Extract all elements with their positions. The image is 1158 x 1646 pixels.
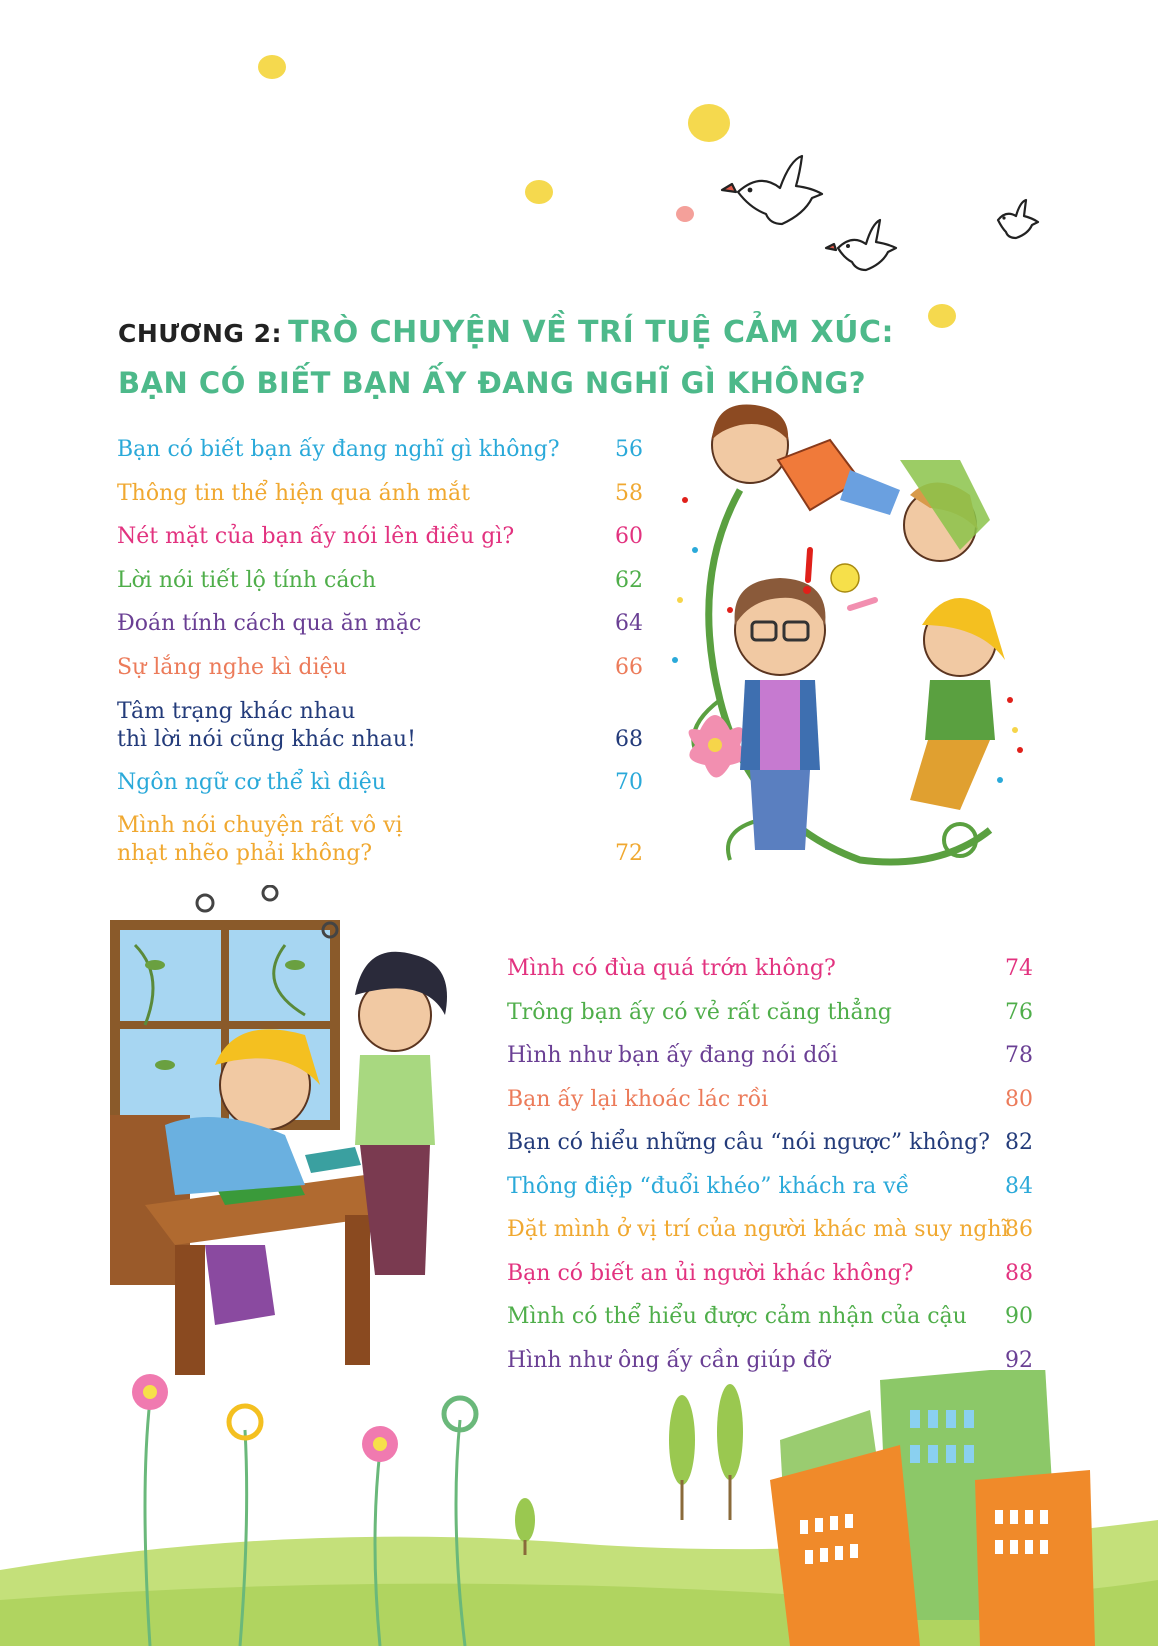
chapter-title [118, 310, 894, 411]
toc-item[interactable] [507, 1042, 1033, 1070]
yellow-dot [525, 180, 553, 204]
yellow-dot [928, 304, 956, 328]
toc-item[interactable] [507, 999, 1033, 1027]
toc-page: 88 [1005, 1261, 1033, 1286]
toc-page: 80 [1005, 1087, 1033, 1112]
chapter-title-line2: BẠN CÓ BIẾT BẠN ẤY ĐANG NGHĨ GÌ KHÔNG? [118, 366, 867, 400]
chapter-title-line1: TRÒ CHUYỆN VỀ TRÍ TUỆ CẢM XÚC: [288, 315, 895, 350]
yellow-dot [258, 55, 286, 79]
toc-label: Đoán tính cách qua ăn mặc [117, 611, 422, 636]
toc-item[interactable] [117, 812, 643, 868]
toc-page: 82 [1005, 1130, 1033, 1155]
toc-page: 76 [1005, 1000, 1033, 1025]
toc-page: 72 [615, 841, 643, 866]
toc-item[interactable] [117, 654, 643, 682]
yellow-dot [688, 104, 730, 142]
toc-item[interactable] [507, 1173, 1033, 1201]
toc-label: Nét mặt của bạn ấy nói lên điều gì? [117, 524, 515, 549]
toc-label: Ngôn ngữ cơ thể kì diệu [117, 770, 386, 795]
toc-page: 90 [1005, 1304, 1033, 1329]
toc-label: Lời nói tiết lộ tính cách [117, 568, 376, 593]
toc-item[interactable] [507, 955, 1033, 983]
toc-page: 66 [615, 655, 643, 680]
toc-item[interactable] [117, 480, 643, 508]
kids-illustration [660, 400, 1060, 900]
chapter-prefix: CHƯƠNG 2: [118, 319, 283, 348]
toc-label: Thông điệp “đuổi khéo” khách ra về [507, 1174, 910, 1199]
toc-item[interactable] [117, 523, 643, 551]
toc-page: 68 [615, 727, 643, 752]
toc-page: 78 [1005, 1043, 1033, 1068]
toc-page: 70 [615, 770, 643, 795]
toc-page: 92 [1005, 1348, 1033, 1373]
pink-dot [676, 206, 694, 222]
toc-item[interactable] [117, 610, 643, 638]
toc-page: 62 [615, 568, 643, 593]
toc-label: Trông bạn ấy có vẻ rất căng thẳng [507, 1000, 892, 1025]
toc-label: Mình nói chuyện rất vô vị nhạt nhẽo phải không? [117, 813, 403, 866]
toc-page: 64 [615, 611, 643, 636]
toc-item[interactable] [507, 1303, 1033, 1331]
birds-illustration [720, 150, 1040, 280]
toc-item[interactable] [117, 436, 643, 464]
toc-label: Bạn có biết an ủi người khác không? [507, 1261, 914, 1286]
toc-item[interactable] [507, 1129, 1033, 1157]
toc-label: Đặt mình ở vị trí của người khác mà suy nghĩ [507, 1217, 1009, 1242]
toc-label: Bạn có biết bạn ấy đang nghĩ gì không? [117, 437, 560, 462]
landscape-illustration [0, 1370, 1158, 1646]
toc-label: Thông tin thể hiện qua ánh mắt [117, 481, 470, 506]
toc-label: Mình có thể hiểu được cảm nhận của cậu [507, 1304, 967, 1329]
toc-item[interactable] [507, 1260, 1033, 1288]
toc-page: 60 [615, 524, 643, 549]
toc-label: Sự lắng nghe kì diệu [117, 655, 347, 680]
toc-item[interactable] [117, 698, 643, 754]
toc-page: 74 [1005, 956, 1033, 981]
toc-label: Hình như bạn ấy đang nói dối [507, 1043, 838, 1068]
desk-illustration [105, 885, 485, 1445]
toc-label: Tâm trạng khác nhau thì lời nói cũng khác nhau! [117, 699, 416, 752]
toc-page: 58 [615, 481, 643, 506]
toc-page: 56 [615, 437, 643, 462]
toc-item[interactable] [507, 1086, 1033, 1114]
toc-page: 86 [1005, 1217, 1033, 1242]
toc-label: Bạn ấy lại khoác lác rồi [507, 1087, 769, 1112]
toc-label: Hình như ông ấy cần giúp đỡ [507, 1348, 831, 1373]
toc-item[interactable] [117, 769, 643, 797]
toc-label: Mình có đùa quá trớn không? [507, 956, 836, 981]
toc-label: Bạn có hiểu những câu “nói ngược” không? [507, 1130, 990, 1155]
toc-item[interactable] [507, 1216, 1033, 1244]
toc-item[interactable] [117, 567, 643, 595]
toc-page: 84 [1005, 1174, 1033, 1199]
